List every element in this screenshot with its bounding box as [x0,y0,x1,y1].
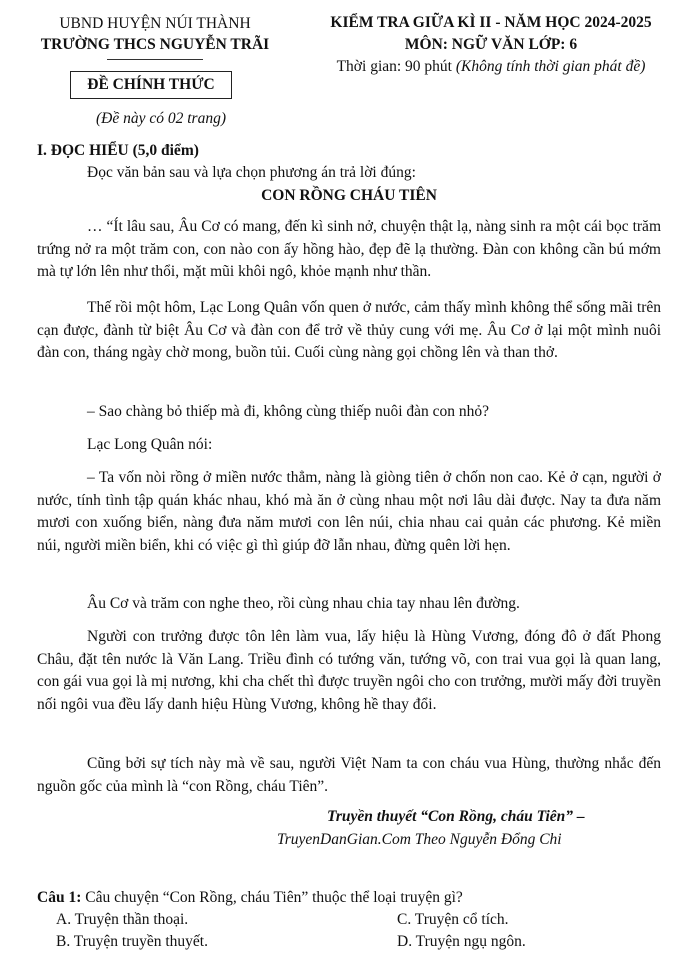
question-1 [37,889,463,907]
exam-subject: MÔN: NGỮ VĂN LỚP: 6 [404,36,578,53]
school-name: TRƯỜNG THCS NGUYỄN TRÃI [40,36,270,53]
time-label: Thời gian: 90 phút [336,58,456,75]
exam-time [305,58,677,76]
district-name: UBND HUYỆN NÚI THÀNH [59,15,251,32]
option-b: B. Truyện truyền thuyết. [56,933,208,950]
section-heading: I. ĐỌC HIỂU (5,0 điểm) [37,142,199,159]
passage-paragraph-5: – Ta vốn nòi rồng ở miền nước thẳm, nàng là giòng tiên ở chốn non cao. Kẻ ở cạn, người ở nước, tính tình tập quán khác nhau, khó mà ăn ở cùng nhau một nơi lâu dài được. Nay ta đưa năm mươi con xuống biển, nàng đưa năm mươi con lên núi, chia nhau cai quản các phương. Kẻ miền núi, người miền biển, khi có việc gì thì giúp đỡ lẫn nhau, đừng quên lời hẹn. [37,469,661,554]
header-left [20,13,290,55]
question-1-text: Câu chuyện “Con Rồng, cháu Tiên” thuộc thể loại truyện gì? [81,889,463,906]
option-d: D. Truyện ngụ ngôn. [397,933,526,950]
school-underline [107,59,203,60]
passage-paragraph-1: … “Ít lâu sau, Âu Cơ có mang, đến kì sinh nở, chuyện thật lạ, nàng sinh ra một cái bọc trăm trứng nở ra một trăm con, con nào con ấy hồng hào, đẹp đẽ lạ thường. Đàn con không cần bú mớm mà tự lớn lên như thổi, mặt mũi khôi ngô, khỏe mạnh như thần. [37,218,661,280]
story-title: CON RỒNG CHÁU TIÊN [261,187,437,204]
passage-paragraph-3: – Sao chàng bỏ thiếp mà đi, không cùng thiếp nuôi đàn con nhỏ? [87,403,490,420]
passage-paragraph-6: Âu Cơ và trăm con nghe theo, rồi cùng nhau chia tay nhau lên đường. [87,595,520,612]
passage-paragraph-4: Lạc Long Quân nói: [87,436,213,453]
official-label: ĐỀ CHÍNH THỨC [87,76,215,93]
time-note: (Không tính thời gian phát đề) [455,58,646,75]
source-line-2: TruyenDanGian.Com Theo Nguyễn Đổng Chi [277,831,562,848]
pages-note: (Đề này có 02 trang) [96,110,226,127]
exam-title: KIỂM TRA GIỮA KÌ II - NĂM HỌC 2024-2025 [330,14,652,31]
passage-paragraph-8: Cũng bởi sự tích này mà về sau, người Việt Nam ta con cháu vua Hùng, thường nhắc đến nguồn gốc của mình là “con Rồng, cháu Tiên”. [37,755,661,795]
official-label-box [70,71,232,99]
question-1-label: Câu 1: [37,889,82,906]
source-line-1: Truyền thuyết “Con Rồng, cháu Tiên” – [327,808,585,825]
section-instruction: Đọc văn bản sau và lựa chọn phương án trả lời đúng: [87,164,416,181]
passage-paragraph-7: Người con trưởng được tôn lên làm vua, lấy hiệu là Hùng Vương, đóng đô ở đất Phong Châu, đặt tên nước là Văn Lang. Triều đình có tướng văn, tướng võ, con trai vua gọi là quan lang, con gái vua gọi là mị nương, khi cha chết thì được truyền ngôi cho con trưởng, mười mấy đời truyền nối ngôi vua đều lấy danh hiệu Hùng Vương, không hề thay đổi. [37,628,661,713]
option-c: C. Truyện cổ tích. [397,911,509,928]
option-a: A. Truyện thần thoại. [56,911,189,928]
passage-paragraph-2: Thế rồi một hôm, Lạc Long Quân vốn quen ở nước, cảm thấy mình không thể sống mãi trên cạn được, đành từ biệt Âu Cơ và đàn con để trở về thủy cung với mẹ. Âu Cơ ở lại một mình nuôi đàn con, tháng ngày chờ mong, buồn tủi. Cuối cùng nàng gọi chồng lên và than thở. [37,299,661,361]
